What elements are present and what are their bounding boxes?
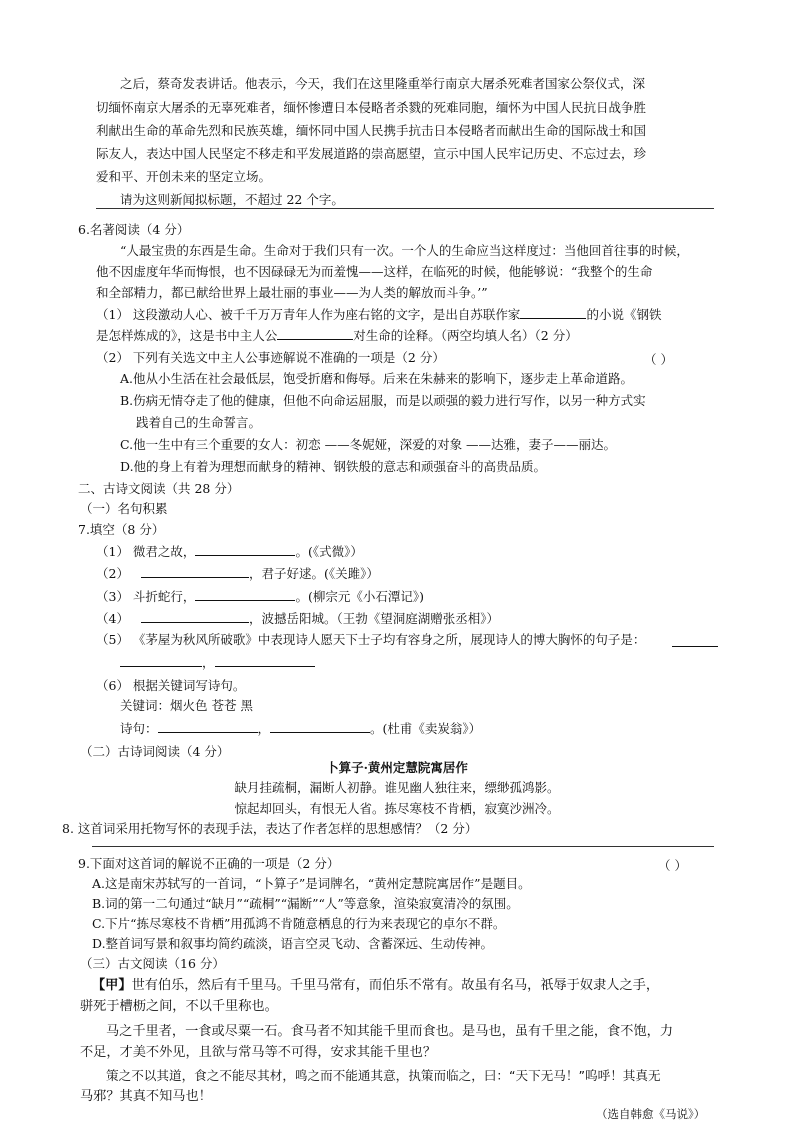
news-paragraph-line: 之后，蔡奇发表讲话。他表示，今天，我们在这里隆重举行南京大屠杀死难者国家公祭仪式，深 (120, 76, 646, 91)
section-classical-prose: （三）古文阅读（16 分） (80, 956, 225, 971)
fill-6-keywords: 关键词：烟火色 苍苍 黑 (120, 698, 253, 713)
jia-label: 【甲】 (92, 978, 132, 993)
q9-question: 9.下面对这首词的解说不正确的一项是（2 分） (78, 856, 340, 871)
q8-question: 8. 这首词采用托物写怀的表现手法，表达了作者怎样的思想感情？（2 分） (62, 821, 478, 836)
fill-5 (96, 632, 645, 648)
q6-sub1-line1 (96, 306, 661, 323)
jia-line: 马邪？其真不知马也！ (80, 1089, 212, 1104)
fill-5-sep: ， (202, 655, 215, 670)
headline-answer-line[interactable] (96, 208, 714, 209)
q9-option-d: D.整首词写景和叙事均简约疏淡，语言空灵飞动、含蓄深远、生动传神。 (92, 936, 494, 951)
fill-6-text: 。(杜甫《卖炭翁》） (370, 721, 482, 736)
fill-6-text: 诗句： (120, 721, 158, 736)
jia-line: 不足，才美不外见，且欲与常马等不可得，安求其能千里也？ (80, 1045, 437, 1060)
q9-option-c: C.下片“拣尽寒枝不肯栖”用孤鸿不肯随意栖息的行为来表现它的卓尔不群。 (92, 916, 506, 931)
poem-line: 缺月挂疏桐，漏断人初静。谁见幽人独往来，缥缈孤鸿影。 (234, 780, 560, 795)
section-famous-lines: （一）名句积累 (80, 501, 168, 516)
q6-heading: 6.名著阅读（4 分） (78, 222, 190, 237)
fill-6-blank-a[interactable] (158, 720, 258, 733)
jia-line: 骈死于槽枥之间，不以千里称也。 (80, 999, 278, 1014)
fill-5-cont (120, 654, 315, 671)
news-paragraph-line: 际友人，表达中国人民坚定不移走和平发展道路的崇高愿望，宣示中国人民牢记历史、不忘过去，珍 (96, 146, 647, 161)
q9-answer-paren[interactable]: （ ） (658, 858, 687, 873)
q8-answer-line[interactable] (92, 846, 714, 847)
fill-4-text: （4） (96, 611, 129, 626)
poem-title: 卜算子·黄州定慧院寓居作 (326, 760, 468, 775)
fill-1 (96, 543, 363, 560)
fill-4-blank[interactable] (141, 610, 249, 623)
jia-source: （选自韩愈《马说》） (596, 1107, 706, 1121)
fill-3-text: （3） 斗折蛇行， (96, 589, 196, 604)
fill-5-blank-b[interactable] (120, 654, 202, 667)
fill-6-answer (120, 720, 481, 737)
q6-sub2: （2） 下列有关选文中主人公事迹解说不准确的一项是（2 分） (96, 350, 445, 365)
fill-1-text: 。(《式微》） (295, 544, 363, 559)
q7-heading: 7.填空（8 分） (78, 522, 165, 537)
q6-quote-line: “人最宝贵的东西是生命。生命对于我们只有一次。一个人的生命应当这样度过：当他回首往事的时候， (120, 243, 689, 258)
fill-5-blank-c[interactable] (215, 654, 315, 667)
q6-sub1-text: 的小说《钢铁 (586, 307, 662, 322)
q6-sub1-text: 是怎样炼成的》，这是书中主人公 (96, 328, 278, 343)
q6-option-b: B.伤病无情夺走了他的健康，但他不向命运屈服，而是以顽强的毅力进行写作，以另一种方式实 (120, 393, 646, 408)
fill-2-text: （2） (96, 566, 129, 581)
fill-2-text: ，君子好逑。(《关雎》） (248, 566, 379, 581)
q9-option-a: A.这是南宋苏轼写的一首词，“卜算子”是词牌名，“黄州定慧院寓居作”是题目。 (92, 876, 531, 891)
fill-4-text: ，波撼岳阳城。（王勃《望洞庭湖赠张丞相》） (248, 611, 499, 626)
fill-6-text: ， (257, 721, 271, 736)
fill-1-blank[interactable] (195, 543, 295, 556)
fill-1-text: （1） 微君之故， (96, 544, 196, 559)
q6-answer-paren[interactable]: （ ） (644, 352, 673, 367)
q6-sub1-line2 (96, 327, 578, 344)
q6-quote-line: 他不因虚度年华而悔恨，也不因碌碌无为而羞愧——这样，在临死的时候，他能够说：“我整个的生命 (96, 264, 653, 279)
jia-line: 策之不以其道，食之不能尽其材，鸣之而不能通其意，执策而临之，曰：“天下无马！”呜呼！其真无 (106, 1068, 661, 1083)
fill-5-blank-a[interactable] (672, 634, 718, 647)
fill-6: （6） 根据关键词写诗句。 (96, 678, 246, 693)
jia-line: 马之千里者，一食或尽粟一石。食马者不知其能千里而食也。是马也，虽有千里之能，食不饱，力 (106, 1024, 674, 1039)
q6-option-b-cont: 践着自己的生命誓言。 (136, 415, 262, 430)
headline-prompt: 请为这则新闻拟标题，不超过 22 个字。 (120, 192, 344, 207)
q9-option-b: B.词的第一二句通过“缺月”“疏桐”“漏断”“人”等意象，渲染寂寞清冷的氛围。 (92, 896, 519, 911)
fill-5-text: （5） 《茅屋为秋风所破歌》中表现诗人愿天下士子均有容身之所，展现诗人的博大胸怀的句子是： (96, 632, 646, 647)
author-blank[interactable] (520, 306, 586, 319)
jia-text: 世有伯乐，然后有千里马。千里马常有，而伯乐不常有。故虽有名马，祇辱于奴隶人之手， (131, 978, 660, 993)
section-poem-reading: （二）古诗词阅读（4 分） (80, 744, 230, 759)
news-paragraph-line: 利献出生命的革命先烈和民族英雄，缅怀同中国人民携手抗击日本侵略者而献出生命的国际战士和国 (96, 123, 647, 138)
fill-6-blank-b[interactable] (270, 720, 370, 733)
q6-option-c: C.他一生中有三个重要的女人：初恋 ——冬妮娅，深爱的对象 ——达雅，妻子——丽达。 (120, 437, 617, 452)
q6-sub1-text: （1） 这段激动人心、被千千万万青年人作为座右铭的文字，是出自苏联作家 (96, 307, 521, 322)
q6-option-d: D.他的身上有着为理想而献身的精神、钢铁般的意志和顽强奋斗的高贵品质。 (120, 459, 547, 474)
q6-option-a: A.他从小生活在社会最低层，饱受折磨和侮辱。后来在朱赫来的影响下，逐步走上革命道路。 (120, 371, 634, 386)
fill-3 (96, 588, 424, 605)
news-paragraph-line: 切缅怀南京大屠杀的无辜死难者，缅怀惨遭日本侵略者杀戮的死难同胞，缅怀为中国人民抗日战争胜 (96, 100, 647, 115)
poem-line: 惊起却回头，有恨无人省。拣尽寒枝不肯栖，寂寞沙洲冷。 (234, 801, 560, 816)
fill-2 (96, 565, 379, 582)
fill-4 (96, 610, 499, 627)
part2-heading: 二、古诗文阅读（共 28 分） (78, 481, 240, 496)
fill-3-blank[interactable] (195, 588, 295, 601)
news-paragraph-line: 爱和平、开创未来的坚定立场。 (96, 169, 272, 184)
jia-line (92, 976, 659, 995)
fill-2-blank[interactable] (141, 565, 249, 578)
q6-sub1-text: 对生命的诠释。（两空均填人名）（2 分） (353, 328, 578, 343)
q6-quote-line: 和全部精力，都已献给世界上最壮丽的事业——为人类的解放而斗争。’” (96, 285, 488, 300)
protagonist-blank[interactable] (277, 327, 353, 340)
fill-3-text: 。(柳宗元《小石潭记》) (295, 589, 424, 604)
